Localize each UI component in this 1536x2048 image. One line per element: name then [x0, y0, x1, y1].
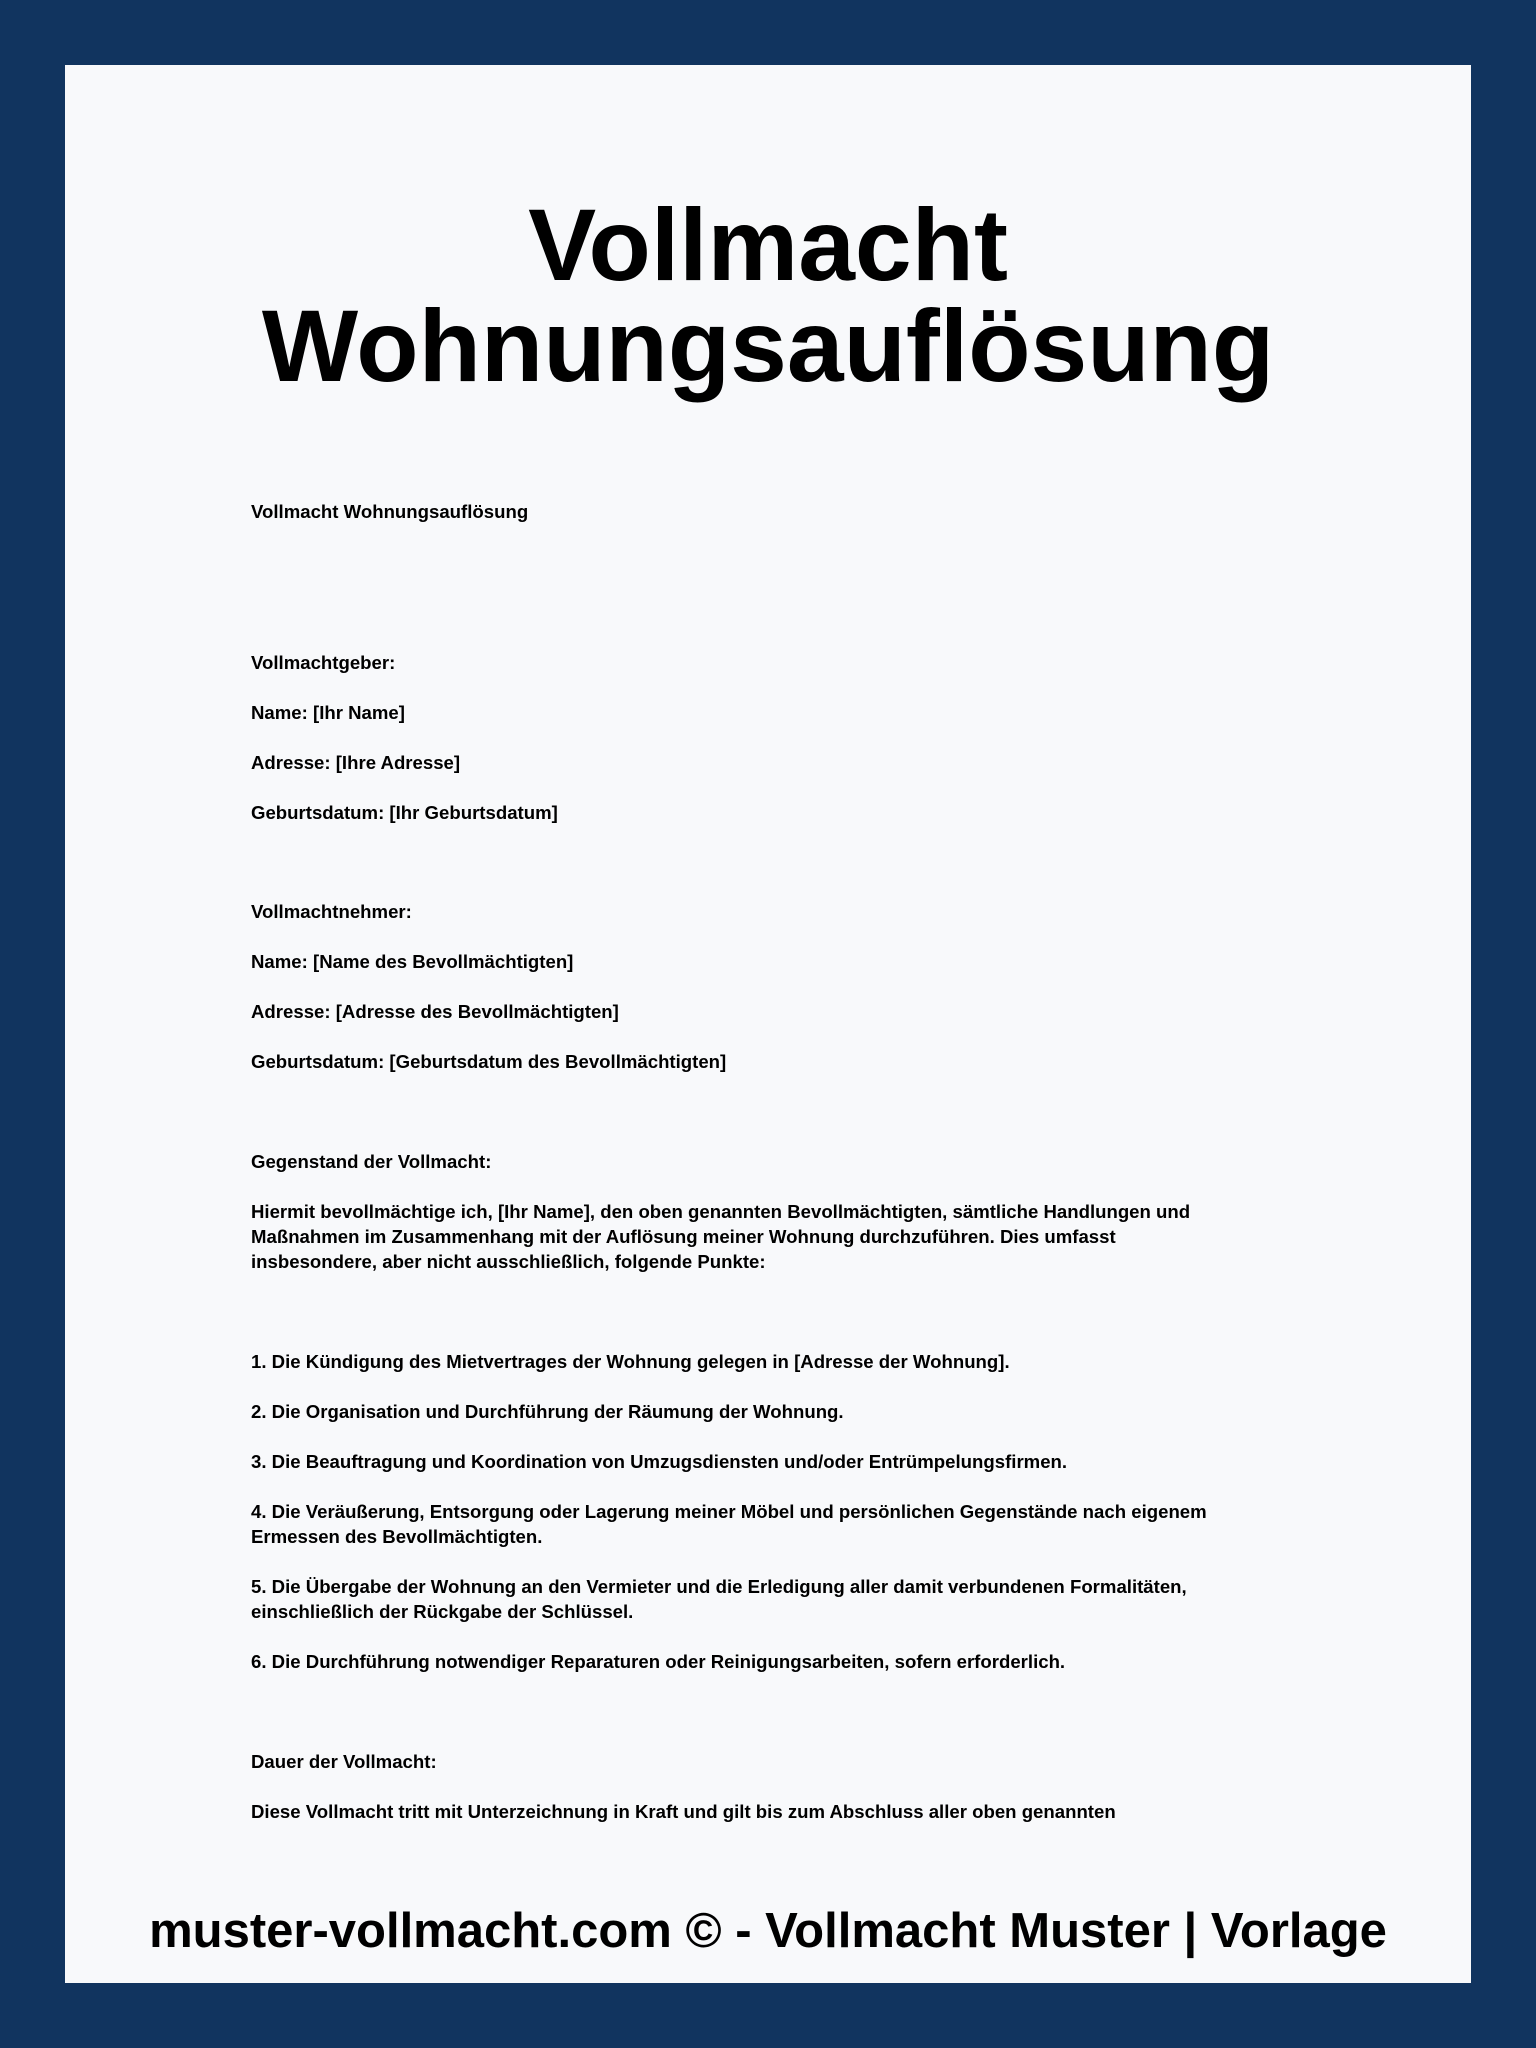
- list-item-3: 3. Die Beauftragung und Koordination von Umzugsdiensten und/oder Entrümpelungsfirmen.: [251, 1451, 1068, 1472]
- vollmachtgeber-adresse: Adresse: [Ihre Adresse]: [251, 752, 461, 773]
- document-subtitle: Vollmacht Wohnungsauflösung: [251, 501, 529, 522]
- gegenstand-paragraph-line: Maßnahmen im Zusammenhang mit der Auflösung meiner Wohnung durchzuführen. Dies umfasst: [251, 1226, 1116, 1247]
- title-line-1: Vollmacht: [528, 188, 1008, 302]
- gegenstand-heading: Gegenstand der Vollmacht:: [251, 1151, 492, 1172]
- vollmachtnehmer-adresse: Adresse: [Adresse des Bevollmächtigten]: [251, 1001, 619, 1022]
- title-line-2: Wohnungsauflösung: [261, 289, 1275, 403]
- list-item-2: 2. Die Organisation und Durchführung der Räumung der Wohnung.: [251, 1401, 844, 1422]
- footer-watermark: muster-vollmacht.com © - Vollmacht Muster | Vorlage: [149, 1904, 1387, 1958]
- document-page: [65, 65, 1471, 1983]
- vollmachtgeber-name: Name: [Ihr Name]: [251, 702, 405, 723]
- vollmachtgeber-heading: Vollmachtgeber:: [251, 652, 396, 673]
- vollmachtgeber-geburtsdatum: Geburtsdatum: [Ihr Geburtsdatum]: [251, 802, 558, 823]
- gegenstand-paragraph-line: insbesondere, aber nicht ausschließlich, folgende Punkte:: [251, 1251, 766, 1272]
- list-item-4: 4. Die Veräußerung, Entsorgung oder Lagerung meiner Möbel und persönlichen Gegenstände nach eigenem: [251, 1501, 1207, 1522]
- vollmachtnehmer-geburtsdatum: Geburtsdatum: [Geburtsdatum des Bevollmächtigten]: [251, 1051, 727, 1072]
- list-item-5: 5. Die Übergabe der Wohnung an den Vermieter und die Erledigung aller damit verbundenen Formalitäten,: [251, 1576, 1187, 1597]
- vollmachtnehmer-name: Name: [Name des Bevollmächtigten]: [251, 951, 574, 972]
- dauer-heading: Dauer der Vollmacht:: [251, 1751, 437, 1772]
- vollmachtnehmer-heading: Vollmachtnehmer:: [251, 901, 412, 922]
- list-item-6: 6. Die Durchführung notwendiger Reparaturen oder Reinigungsarbeiten, sofern erforderlich.: [251, 1651, 1066, 1672]
- list-item-4-cont: Ermessen des Bevollmächtigten.: [251, 1526, 543, 1547]
- dauer-paragraph-line: Diese Vollmacht tritt mit Unterzeichnung in Kraft und gilt bis zum Abschluss aller oben genannten: [251, 1801, 1116, 1822]
- list-item-5-cont: einschließlich der Rückgabe der Schlüssel.: [251, 1601, 634, 1622]
- document-title: [65, 188, 1471, 403]
- list-item-1: 1. Die Kündigung des Mietvertrages der Wohnung gelegen in [Adresse der Wohnung].: [251, 1351, 1010, 1372]
- gegenstand-paragraph-line: Hiermit bevollmächtige ich, [Ihr Name], den oben genannten Bevollmächtigten, sämtliche Handlungen und: [251, 1201, 1191, 1222]
